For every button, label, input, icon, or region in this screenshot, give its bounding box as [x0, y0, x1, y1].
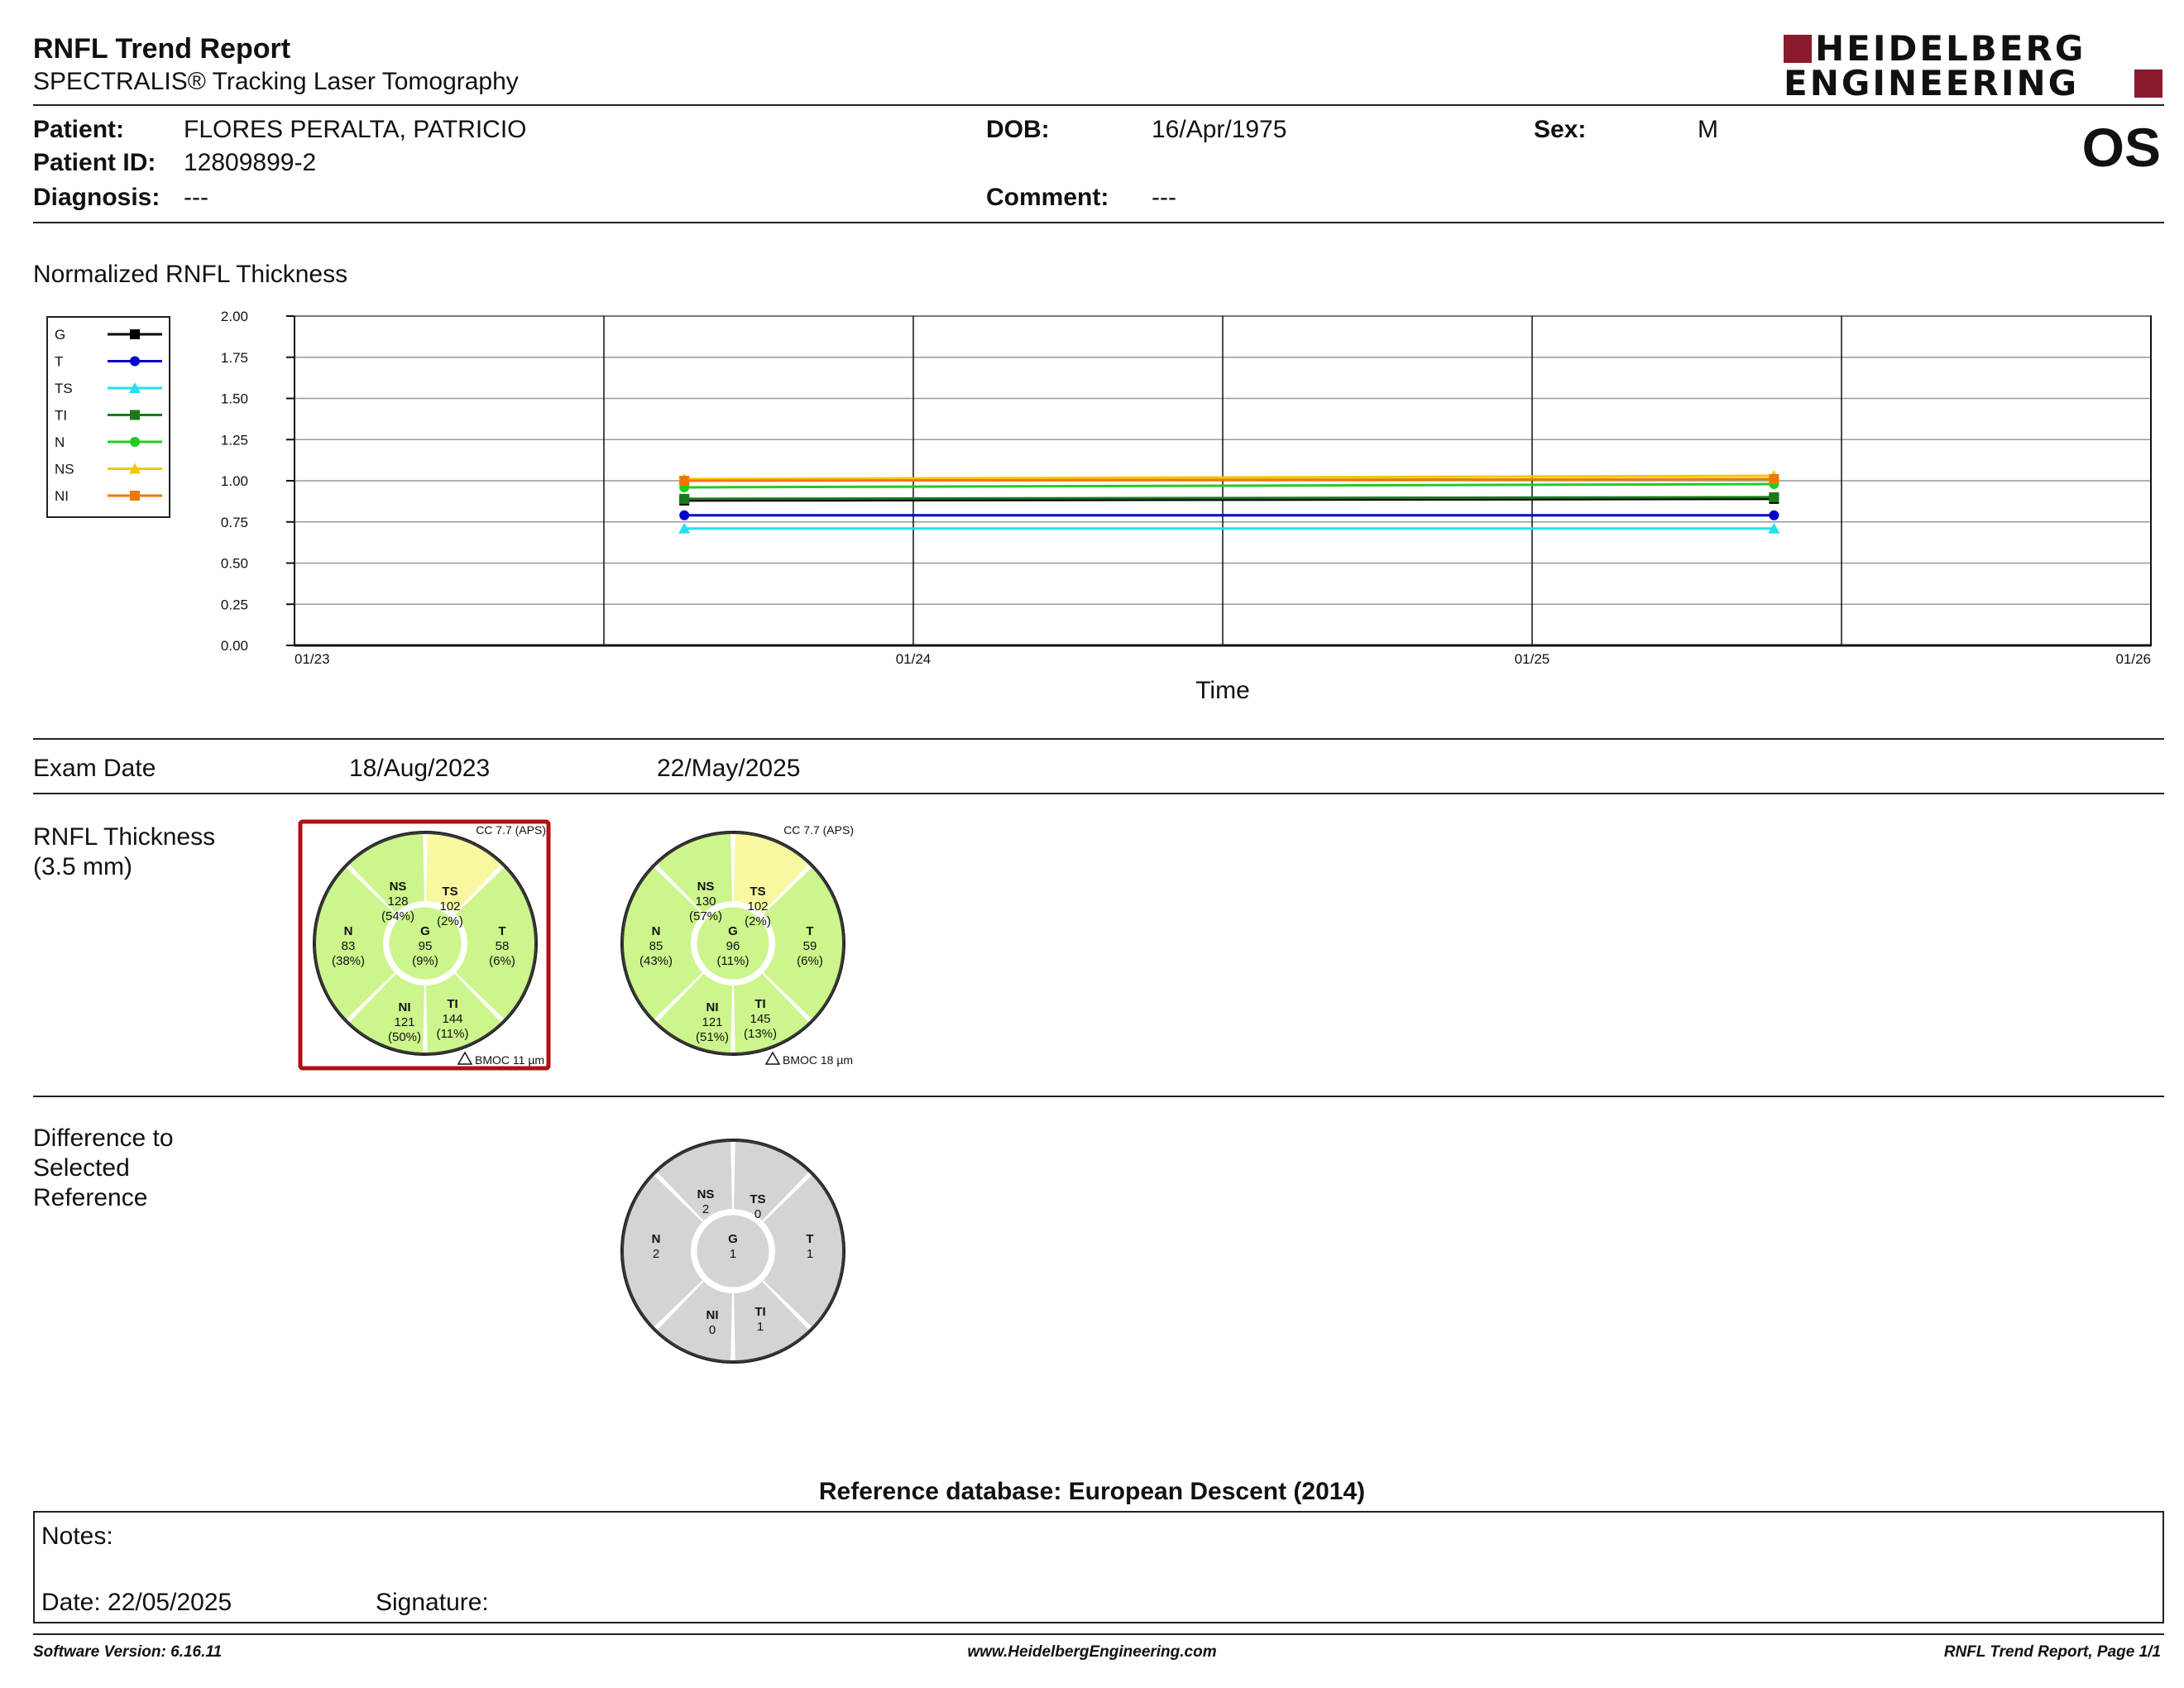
sector-value-ni: 0	[708, 1323, 716, 1337]
sector-pct-ti: (13%)	[743, 1027, 778, 1041]
sector-name-ts: TS	[442, 885, 458, 899]
logo-square-bottom	[2134, 70, 2162, 98]
exam-date-label: Exam Date	[33, 755, 156, 782]
y-tick-label: 0.50	[220, 555, 248, 572]
sector-name-t: T	[498, 924, 506, 938]
sector-name-n: N	[651, 1232, 661, 1246]
data-point-t	[1769, 511, 1779, 520]
rnfl-circle-exam-1[interactable]	[298, 819, 551, 1071]
footer-divider	[33, 1633, 2164, 1635]
sector-pct-n: (43%)	[639, 954, 673, 968]
sector-value-ti: 145	[750, 1012, 771, 1026]
y-tick-label: 1.75	[220, 349, 248, 366]
legend-svg	[48, 318, 169, 516]
legend-label-ns: NS	[55, 461, 74, 477]
sector-value-ts: 102	[439, 899, 461, 914]
sector-pct-t: (6%)	[797, 954, 823, 968]
series-line-ni	[684, 479, 1774, 481]
legend-label-ni: NI	[55, 488, 69, 504]
legend-marker-n	[130, 437, 140, 447]
patient-id-label: Patient ID:	[33, 149, 156, 176]
rnfl-divider	[33, 1096, 2164, 1097]
x-tick-label: 01/26	[2115, 651, 2151, 667]
rnfl-circle-exam-2[interactable]	[606, 819, 859, 1071]
y-tick-label: 1.50	[220, 391, 248, 407]
sector-name-g: G	[420, 924, 430, 938]
sector-name-t: T	[806, 1232, 814, 1246]
y-tick-label: 0.00	[220, 638, 248, 654]
sex-label: Sex:	[1534, 116, 1587, 143]
patient-id-value: 12809899-2	[184, 149, 317, 176]
comment-value: ---	[1152, 184, 1176, 211]
data-point-ni	[1769, 474, 1779, 484]
legend-label-ts: TS	[55, 381, 73, 396]
x-tick-label: 01/25	[1514, 651, 1550, 667]
notes-box[interactable]	[33, 1511, 2164, 1623]
chart-legend	[46, 316, 170, 518]
sector-value-n: 85	[649, 939, 663, 953]
header-divider	[33, 104, 2164, 106]
notes-label: Notes:	[41, 1523, 113, 1550]
x-axis-title: Time	[1195, 677, 1250, 704]
eye-indicator: OS	[2081, 117, 2161, 178]
patient-name: FLORES PERALTA, PATRICIO	[184, 116, 527, 143]
series-line-ti	[684, 497, 1774, 499]
sector-value-ti: 1	[756, 1320, 764, 1334]
legend-label-ti: TI	[55, 407, 68, 424]
delta-icon	[766, 1053, 779, 1064]
sector-value-ti: 144	[442, 1012, 463, 1026]
reference-database: Reference database: European Descent (2014)	[818, 1478, 1366, 1505]
y-tick-label: 0.75	[220, 514, 248, 530]
sector-pct-ts: (2%)	[437, 914, 463, 928]
y-tick-label: 2.00	[220, 309, 248, 324]
sector-name-ni: NI	[706, 1000, 719, 1014]
data-point-ti	[1769, 492, 1779, 502]
sector-name-t: T	[806, 924, 814, 938]
sector-pct-ni: (50%)	[387, 1030, 422, 1044]
data-point-ni	[679, 476, 689, 486]
legend-label-t: T	[55, 353, 64, 370]
report-title: RNFL Trend Report	[33, 33, 291, 65]
sector-pct-n: (38%)	[331, 954, 366, 968]
chart-divider	[33, 738, 2164, 740]
sector-pct-ns: (54%)	[381, 909, 415, 923]
sector-name-ni: NI	[706, 1308, 719, 1322]
sex-value: M	[1698, 116, 1718, 143]
sector-value-g: 95	[418, 939, 433, 953]
legend-label-g: G	[55, 327, 66, 343]
data-point-t	[679, 511, 689, 520]
sector-name-n: N	[651, 924, 661, 938]
sector-name-ti: TI	[754, 1305, 766, 1319]
bmoc-label: BMOC 11 µm	[475, 1053, 545, 1067]
sector-value-t: 59	[802, 939, 817, 953]
sector-value-g: 96	[726, 939, 740, 953]
logo-text-line2: ENGINEERING	[1784, 63, 2080, 103]
sector-name-ti: TI	[447, 997, 458, 1011]
x-tick-label: 01/24	[895, 651, 932, 667]
bmoc-label: BMOC 18 µm	[783, 1053, 854, 1067]
sector-name-g: G	[728, 924, 738, 938]
rnfl-label-line1: RNFL Thickness	[33, 823, 216, 851]
cc-label: CC 7.7 (APS)	[783, 823, 854, 837]
trend-section-title: Normalized RNFL Thickness	[33, 261, 348, 288]
page-number: RNFL Trend Report, Page 1/1	[1943, 1643, 2161, 1661]
x-tick-label: 01/23	[295, 651, 330, 667]
cc-label: CC 7.7 (APS)	[476, 823, 546, 837]
legend-label-n: N	[55, 434, 65, 450]
sector-value-ns: 2	[702, 1202, 710, 1216]
sector-name-ts: TS	[750, 885, 766, 899]
sector-pct-ns: (57%)	[688, 909, 723, 923]
exam-date-2: 22/May/2025	[657, 755, 801, 782]
rnfl-label-line2: (3.5 mm)	[33, 853, 132, 880]
sector-value-n: 2	[652, 1247, 660, 1261]
signature-label: Signature:	[376, 1589, 489, 1616]
y-tick-label: 1.00	[220, 473, 248, 489]
sector-pct-ti: (11%)	[436, 1027, 469, 1041]
sector-pct-g: (11%)	[716, 954, 750, 968]
difference-label	[33, 1124, 174, 1213]
rnfl-thickness-label	[33, 822, 215, 882]
sector-name-ni: NI	[398, 1000, 411, 1014]
exam-divider	[33, 793, 2164, 794]
heidelberg-logo	[1784, 28, 2164, 103]
delta-icon	[458, 1053, 472, 1064]
sector-value-ns: 130	[695, 894, 716, 909]
sector-value-n: 83	[341, 939, 356, 953]
difference-label-line1: Difference to	[33, 1125, 174, 1152]
dob-label: DOB:	[986, 116, 1050, 143]
software-version: Software Version: 6.16.11	[33, 1643, 223, 1661]
comment-label: Comment:	[986, 184, 1109, 211]
sector-value-ts: 0	[754, 1207, 762, 1221]
sector-name-ts: TS	[750, 1192, 766, 1206]
sector-value-ns: 128	[387, 894, 409, 909]
difference-circle	[606, 1127, 859, 1379]
diagnosis-label: Diagnosis:	[33, 184, 160, 211]
legend-marker-t	[130, 357, 140, 367]
legend-marker-g	[130, 329, 140, 339]
dob-value: 16/Apr/1975	[1152, 116, 1287, 143]
sector-pct-ni: (51%)	[695, 1030, 730, 1044]
sector-value-ni: 121	[702, 1015, 723, 1029]
trend-chart	[190, 303, 2176, 708]
sector-name-ti: TI	[754, 997, 766, 1011]
patient-divider	[33, 222, 2164, 223]
sector-value-ni: 121	[394, 1015, 415, 1029]
sector-pct-ts: (2%)	[745, 914, 771, 928]
legend-marker-ti	[130, 410, 140, 420]
diagnosis-value: ---	[184, 184, 208, 211]
patient-label: Patient:	[33, 116, 125, 143]
y-tick-label: 0.25	[220, 597, 248, 613]
sector-name-ns: NS	[697, 880, 715, 894]
sector-value-g: 1	[729, 1247, 737, 1261]
logo-text-line1: HEIDELBERG	[1815, 28, 2086, 69]
difference-label-line2: Selected	[33, 1154, 130, 1182]
sector-value-t: 58	[495, 939, 510, 953]
website-link[interactable]: www.HeidelbergEngineering.com	[967, 1643, 1217, 1661]
logo-square-top	[1784, 35, 1812, 63]
sector-value-ts: 102	[747, 899, 769, 914]
data-point-ti	[679, 494, 689, 504]
sector-name-n: N	[343, 924, 353, 938]
sector-name-ns: NS	[697, 1187, 715, 1201]
notes-date: Date: 22/05/2025	[41, 1589, 232, 1616]
report-subtitle: SPECTRALIS® Tracking Laser Tomography	[33, 68, 519, 95]
sector-pct-g: (9%)	[412, 954, 438, 968]
y-tick-label: 1.25	[220, 432, 248, 448]
exam-date-1: 18/Aug/2023	[349, 755, 491, 782]
sector-pct-t: (6%)	[489, 954, 515, 968]
sector-name-g: G	[728, 1232, 738, 1246]
sector-value-t: 1	[806, 1247, 814, 1261]
sector-name-ns: NS	[389, 880, 407, 894]
difference-label-line3: Reference	[33, 1184, 148, 1211]
legend-marker-ni	[130, 491, 140, 501]
